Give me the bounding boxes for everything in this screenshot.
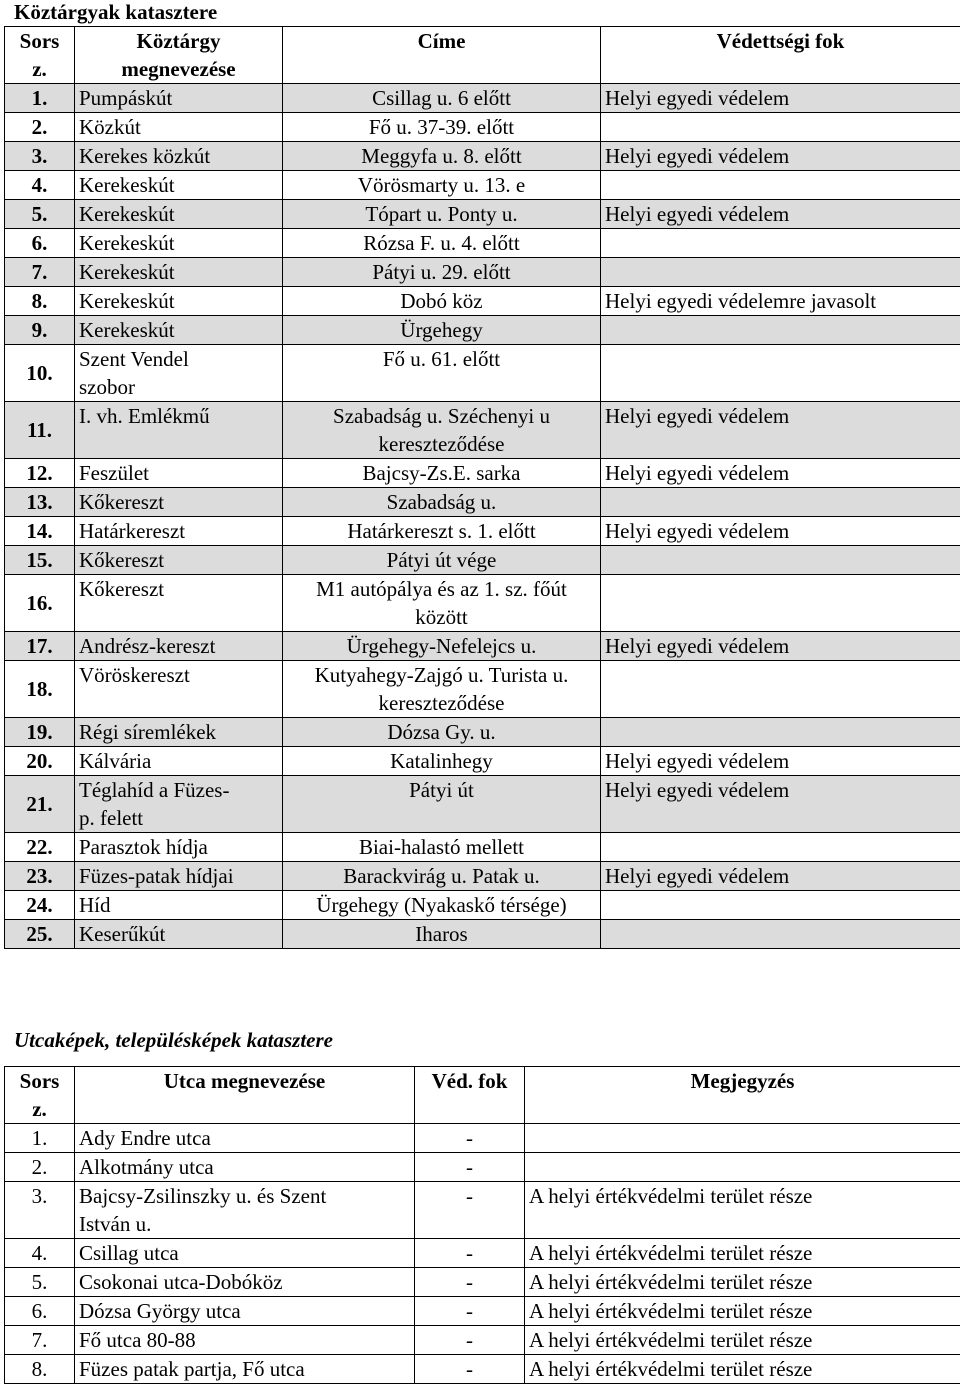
protection-level: -	[415, 1124, 525, 1153]
monument-name: Kőkereszt	[75, 575, 283, 632]
monument-name: Füzes-patak hídjai	[75, 862, 283, 891]
table-row	[5, 661, 960, 718]
monument-protection: Helyi egyedi védelem	[601, 862, 960, 891]
monument-name	[75, 345, 283, 402]
cell-line: Téglahíd a Füzes-	[79, 776, 278, 804]
monument-address: Katalinhegy	[283, 747, 601, 776]
monument-protection	[601, 575, 960, 632]
monument-protection	[601, 718, 960, 747]
monument-protection	[601, 661, 960, 718]
monument-name: Feszület	[75, 459, 283, 488]
monument-name: Vöröskereszt	[75, 661, 283, 718]
row-number: 6.	[5, 1297, 75, 1326]
table-row	[5, 1326, 960, 1355]
protection-level: -	[415, 1239, 525, 1268]
monument-address: Rózsa F. u. 4. előtt	[283, 229, 601, 258]
monument-name: Kőkereszt	[75, 488, 283, 517]
table-row	[5, 287, 960, 316]
monument-protection	[601, 345, 960, 402]
monument-name: I. vh. Emlékmű	[75, 402, 283, 459]
table-row	[5, 488, 960, 517]
monument-address: Biai-halastó mellett	[283, 833, 601, 862]
monument-name	[75, 776, 283, 833]
row-number: 18.	[5, 661, 75, 718]
protection-level: -	[415, 1297, 525, 1326]
row-number: 7.	[5, 1326, 75, 1355]
row-number: 6.	[5, 229, 75, 258]
monument-address: Dózsa Gy. u.	[283, 718, 601, 747]
cell-line: szobor	[79, 373, 278, 401]
street-note: A helyi értékvédelmi terület része	[525, 1326, 960, 1355]
protection-level: -	[415, 1153, 525, 1182]
monument-address: Barackvirág u. Patak u.	[283, 862, 601, 891]
monument-protection: Helyi egyedi védelem	[601, 632, 960, 661]
monument-name: Kerekes közkút	[75, 142, 283, 171]
row-number: 5.	[5, 1268, 75, 1297]
monument-protection: Helyi egyedi védelem	[601, 142, 960, 171]
cell-line: kereszteződése	[287, 430, 596, 458]
monument-protection: Helyi egyedi védelem	[601, 776, 960, 833]
table-row	[5, 1297, 960, 1326]
monument-address: Csillag u. 6 előtt	[283, 84, 601, 113]
monument-name: Kerekeskút	[75, 229, 283, 258]
row-number: 1.	[5, 84, 75, 113]
header-name: Köztárgy megnevezése	[75, 27, 283, 84]
monuments-title: Köztárgyak katasztere	[14, 0, 217, 24]
header-sors: Sors z.	[5, 1067, 75, 1124]
table-row	[5, 833, 960, 862]
table-row	[5, 1153, 960, 1182]
table-row	[5, 459, 960, 488]
row-number: 25.	[5, 920, 75, 949]
street-name: Dózsa György utca	[75, 1297, 415, 1326]
header-street: Utca megnevezése	[75, 1067, 415, 1124]
monument-address: Határkereszt s. 1. előtt	[283, 517, 601, 546]
cell-line: között	[287, 603, 596, 631]
monument-name: Régi síremlékek	[75, 718, 283, 747]
monument-protection: Helyi egyedi védelem	[601, 459, 960, 488]
table-row	[5, 84, 960, 113]
table-row	[5, 113, 960, 142]
table-row	[5, 718, 960, 747]
monument-address	[283, 575, 601, 632]
table-row	[5, 632, 960, 661]
table-row	[5, 1182, 960, 1239]
street-name: Ady Endre utca	[75, 1124, 415, 1153]
monument-address: Dobó köz	[283, 287, 601, 316]
row-number: 9.	[5, 316, 75, 345]
table-row	[5, 200, 960, 229]
street-note: A helyi értékvédelmi terület része	[525, 1297, 960, 1326]
street-name: Csokonai utca-Dobóköz	[75, 1268, 415, 1297]
monument-name: Kerekeskút	[75, 200, 283, 229]
cell-line: Bajcsy-Zsilinszky u. és Szent	[79, 1182, 410, 1210]
table-row	[5, 575, 960, 632]
monument-protection	[601, 171, 960, 200]
cell-line: p. felett	[79, 804, 278, 832]
monument-address: Pátyi út	[283, 776, 601, 833]
protection-level: -	[415, 1268, 525, 1297]
row-number: 1.	[5, 1124, 75, 1153]
row-number: 2.	[5, 1153, 75, 1182]
row-number: 8.	[5, 1355, 75, 1384]
monument-name: Közkút	[75, 113, 283, 142]
row-number: 3.	[5, 1182, 75, 1239]
table-row	[5, 1239, 960, 1268]
monument-name: Kerekeskút	[75, 258, 283, 287]
cell-line: István u.	[79, 1210, 410, 1238]
monument-address	[283, 661, 601, 718]
row-number: 14.	[5, 517, 75, 546]
monument-address: Pátyi u. 29. előtt	[283, 258, 601, 287]
street-name: Fő utca 80-88	[75, 1326, 415, 1355]
row-number: 21.	[5, 776, 75, 833]
table-row	[5, 345, 960, 402]
monument-protection	[601, 920, 960, 949]
monument-name: Keserűkút	[75, 920, 283, 949]
monument-protection: Helyi egyedi védelem	[601, 517, 960, 546]
street-name: Füzes patak partja, Fő utca	[75, 1355, 415, 1384]
monument-name: Kálvária	[75, 747, 283, 776]
monument-protection	[601, 113, 960, 142]
row-number: 7.	[5, 258, 75, 287]
monument-protection: Helyi egyedi védelem	[601, 200, 960, 229]
header-address: Címe	[283, 27, 601, 84]
monument-address: Tópart u. Ponty u.	[283, 200, 601, 229]
table-row	[5, 546, 960, 575]
monument-protection: Helyi egyedi védelem	[601, 747, 960, 776]
row-number: 3.	[5, 142, 75, 171]
row-number: 4.	[5, 1239, 75, 1268]
monument-address: Meggyfa u. 8. előtt	[283, 142, 601, 171]
monument-address: Szabadság u.	[283, 488, 601, 517]
monument-name: Kőkereszt	[75, 546, 283, 575]
monument-address: Bajcsy-Zs.E. sarka	[283, 459, 601, 488]
monument-protection	[601, 258, 960, 287]
row-number: 23.	[5, 862, 75, 891]
row-number: 24.	[5, 891, 75, 920]
header-protection: Védettségi fok	[601, 27, 960, 84]
monument-protection: Helyi egyedi védelem	[601, 84, 960, 113]
monument-protection	[601, 229, 960, 258]
monument-protection	[601, 488, 960, 517]
street-name: Csillag utca	[75, 1239, 415, 1268]
table-row	[5, 258, 960, 287]
row-number: 10.	[5, 345, 75, 402]
table-row	[5, 171, 960, 200]
monument-protection	[601, 546, 960, 575]
table-row	[5, 229, 960, 258]
monuments-header-row	[5, 27, 960, 84]
table-row	[5, 920, 960, 949]
monument-protection	[601, 891, 960, 920]
table-row	[5, 776, 960, 833]
monument-address: Ürgehegy-Nefelejcs u.	[283, 632, 601, 661]
monument-name: Határkereszt	[75, 517, 283, 546]
monument-address: Ürgehegy (Nyakaskő térsége)	[283, 891, 601, 920]
monument-name: Parasztok hídja	[75, 833, 283, 862]
header-sors: Sors z.	[5, 27, 75, 84]
monument-address	[283, 402, 601, 459]
table-row	[5, 142, 960, 171]
street-note: A helyi értékvédelmi terület része	[525, 1268, 960, 1297]
cell-line: M1 autópálya és az 1. sz. főút	[287, 575, 596, 603]
row-number: 4.	[5, 171, 75, 200]
header-note: Megjegyzés	[525, 1067, 960, 1124]
monument-name: Kerekeskút	[75, 316, 283, 345]
monument-protection	[601, 833, 960, 862]
table-row	[5, 316, 960, 345]
monument-name: Kerekeskút	[75, 171, 283, 200]
table-row	[5, 1268, 960, 1297]
protection-level: -	[415, 1355, 525, 1384]
streets-header-row	[5, 1067, 960, 1124]
cell-line: Szabadság u. Széchenyi u	[287, 402, 596, 430]
cell-line: kereszteződése	[287, 689, 596, 717]
cell-line: Szent Vendel	[79, 345, 278, 373]
row-number: 13.	[5, 488, 75, 517]
row-number: 22.	[5, 833, 75, 862]
header-level: Véd. fok	[415, 1067, 525, 1124]
table-row	[5, 891, 960, 920]
row-number: 11.	[5, 402, 75, 459]
monument-protection: Helyi egyedi védelemre javasolt	[601, 287, 960, 316]
monument-address: Ürgehegy	[283, 316, 601, 345]
protection-level: -	[415, 1182, 525, 1239]
row-number: 2.	[5, 113, 75, 142]
monument-address: Iharos	[283, 920, 601, 949]
street-note	[525, 1124, 960, 1153]
row-number: 17.	[5, 632, 75, 661]
table-row	[5, 1355, 960, 1384]
street-note: A helyi értékvédelmi terület része	[525, 1239, 960, 1268]
table-row	[5, 517, 960, 546]
monument-name: Híd	[75, 891, 283, 920]
row-number: 20.	[5, 747, 75, 776]
row-number: 8.	[5, 287, 75, 316]
street-name	[75, 1182, 415, 1239]
monument-address: Fő u. 61. előtt	[283, 345, 601, 402]
table-row	[5, 862, 960, 891]
street-note: A helyi értékvédelmi terület része	[525, 1355, 960, 1384]
table-row	[5, 1124, 960, 1153]
row-number: 16.	[5, 575, 75, 632]
table-row	[5, 402, 960, 459]
monument-name: Pumpáskút	[75, 84, 283, 113]
cell-line: Kutyahegy-Zajgó u. Turista u.	[287, 661, 596, 689]
monument-address: Pátyi út vége	[283, 546, 601, 575]
row-number: 15.	[5, 546, 75, 575]
row-number: 5.	[5, 200, 75, 229]
monument-address: Vörösmarty u. 13. e	[283, 171, 601, 200]
streets-title: Utcaképek, településképek katasztere	[14, 1027, 333, 1053]
monument-address: Fő u. 37-39. előtt	[283, 113, 601, 142]
row-number: 19.	[5, 718, 75, 747]
monument-protection	[601, 316, 960, 345]
streets-table	[4, 1066, 960, 1384]
monument-name: Andrész-kereszt	[75, 632, 283, 661]
monument-name: Kerekeskút	[75, 287, 283, 316]
street-note: A helyi értékvédelmi terület része	[525, 1182, 960, 1239]
row-number: 12.	[5, 459, 75, 488]
street-name: Alkotmány utca	[75, 1153, 415, 1182]
protection-level: -	[415, 1326, 525, 1355]
street-note	[525, 1153, 960, 1182]
table-row	[5, 747, 960, 776]
monument-protection: Helyi egyedi védelem	[601, 402, 960, 459]
monuments-table	[4, 26, 960, 949]
